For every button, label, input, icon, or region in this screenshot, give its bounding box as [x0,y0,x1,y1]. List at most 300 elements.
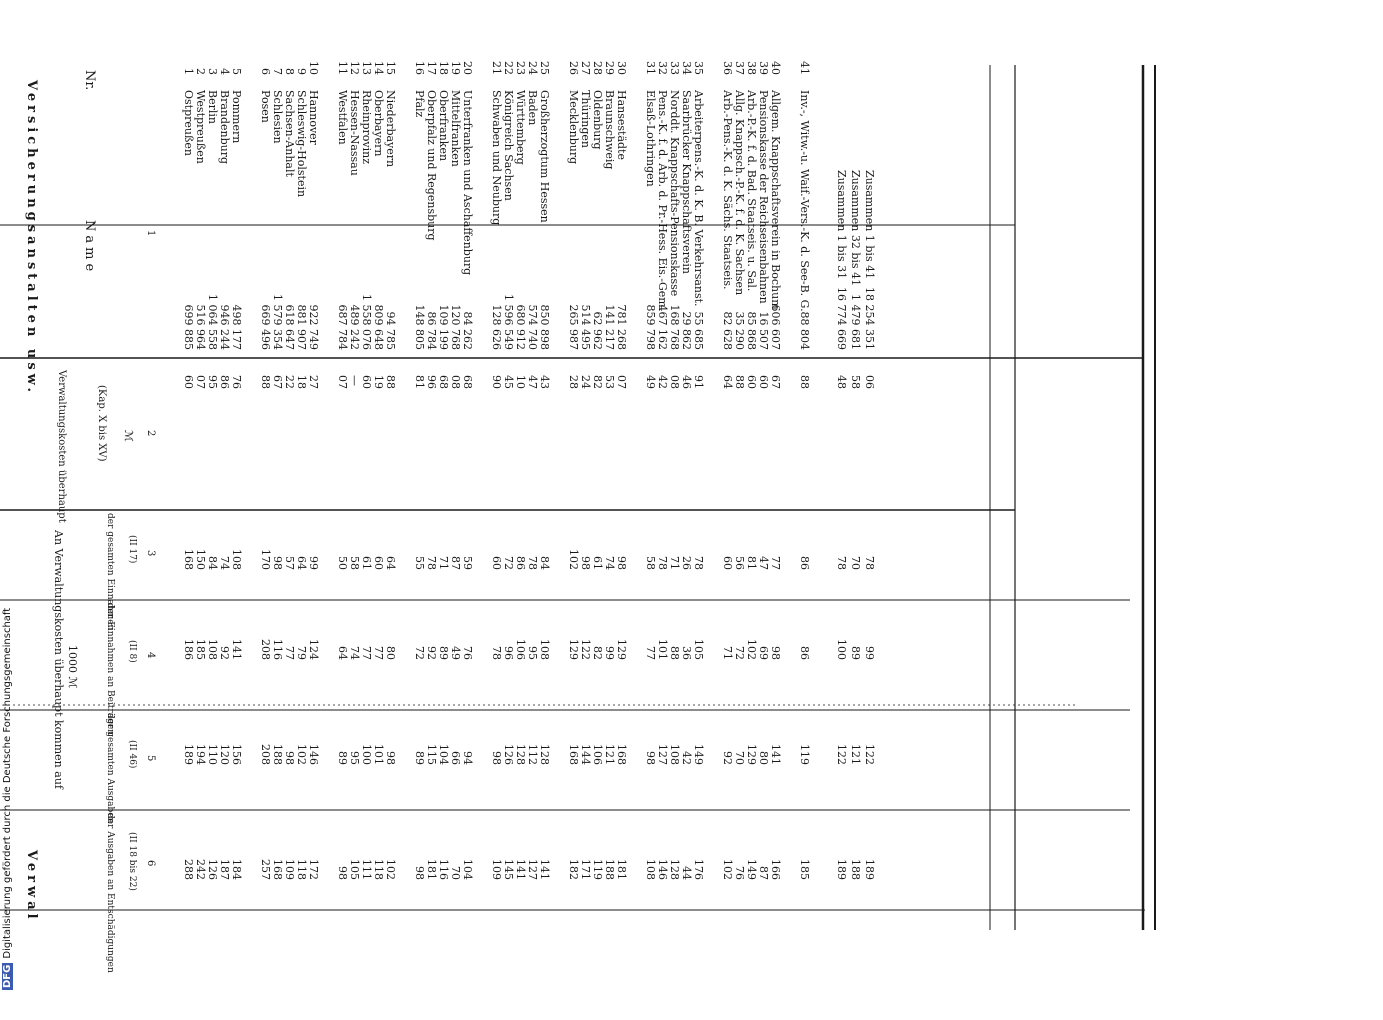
row-rate-total-expenses: 115 [425,744,438,765]
row-rate-total-income: 78 [425,556,438,570]
row-rate-contributions: 92 [425,646,438,660]
row-rate-compensation: 185 [798,859,811,880]
row-rate-contributions: 69 [757,646,770,660]
row-rate-compensation: 184 [230,859,243,880]
row-admin-costs-pfennig: 58 [849,375,862,389]
row-name: Arb.-P.-K. f. d. Bad. Staatseis. u. Sal. [745,90,758,292]
column-header-admin-costs-unit: ℳ [122,430,135,442]
row-admin-costs-pfennig: 91 [692,375,705,389]
row-admin-costs: 16 507 [757,311,770,350]
row-admin-costs-pfennig: 68 [461,375,474,389]
row-admin-costs: 922 749 [307,304,320,350]
row-rate-total-income: 150 [194,549,207,570]
row-name: Zusammen 1 bis 31 [835,170,848,280]
row-admin-costs: 1 596 549 [502,294,515,350]
row-number: 10 [307,61,320,75]
row-rate-compensation: 288 [182,859,195,880]
row-admin-costs: 680 912 [514,304,527,350]
row-admin-costs-pfennig: 49 [644,375,657,389]
row-rate-compensation: 146 [656,859,669,880]
row-name: Pensionskasse der Reichseisenbahnen [757,90,770,304]
row-number: 6 [259,68,272,75]
row-number: 34 [680,61,693,75]
row-rate-contributions: 98 [769,646,782,660]
row-rate-contributions: 82 [591,646,604,660]
row-number: 19 [449,61,462,75]
row-name: Unterfranken und Aschaffenburg [461,90,474,276]
row-rate-total-income: 170 [259,549,272,570]
row-rate-total-income: 61 [591,556,604,570]
row-admin-costs-pfennig: 07 [615,375,628,389]
row-admin-costs: 55 685 [692,311,705,350]
row-admin-costs: 168 768 [668,304,681,350]
row-admin-costs-pfennig: 88 [259,375,272,389]
row-rate-contributions: 89 [849,646,862,660]
row-rate-total-expenses: 89 [413,751,426,765]
row-admin-costs-pfennig: 07 [336,375,349,389]
row-rate-contributions: 71 [721,646,734,660]
row-rate-contributions: 74 [348,646,361,660]
row-rate-compensation: 87 [757,866,770,880]
row-admin-costs-pfennig: 95 [206,375,219,389]
row-number: 11 [336,61,349,75]
row-name: Schlesien [271,90,284,144]
row-admin-costs-pfennig: 27 [307,375,320,389]
row-rate-total-expenses: 127 [656,744,669,765]
row-name: Niederbayern [384,90,397,168]
row-number: 32 [656,61,669,75]
row-rate-total-income: 78 [526,556,539,570]
row-admin-costs-pfennig: 10 [514,375,527,389]
column-number-4: 4 [145,652,156,659]
row-rate-compensation: 188 [603,859,616,880]
row-number: 17 [425,61,438,75]
row-name: Arb.-Pens.-K. d. K. Sächs. Staatseis. [721,90,734,290]
row-name: Mecklenburg [567,90,580,165]
row-admin-costs: 148 805 [413,304,426,350]
row-rate-contributions: 95 [526,646,539,660]
row-name: Thüringen [579,90,592,149]
row-admin-costs: 687 784 [336,304,349,350]
row-rate-total-expenses: 168 [567,744,580,765]
row-number: 39 [757,61,770,75]
row-rate-total-income: 64 [295,556,308,570]
group-header-rates: An Verwaltungskosten überhaupt kommen auf [52,530,65,789]
row-rate-compensation: 118 [372,859,385,880]
row-rate-contributions: 88 [668,646,681,660]
row-rate-contributions: 76 [461,646,474,660]
row-rate-contributions: 78 [490,646,503,660]
row-admin-costs-pfennig: 18 [295,375,308,389]
row-admin-costs: 128 626 [490,304,503,350]
row-name: Oldenburg [591,90,604,150]
row-name: Schwaben und Neuburg [490,90,503,226]
row-rate-compensation: 141 [514,859,527,880]
row-rate-total-expenses: 70 [733,751,746,765]
row-number: 41 [798,61,811,75]
row-admin-costs-pfennig: 43 [538,375,551,389]
row-rate-total-income: 86 [798,556,811,570]
row-admin-costs: 82 628 [721,311,734,350]
row-rate-contributions: 124 [307,639,320,660]
row-rate-contributions: 185 [194,639,207,660]
row-admin-costs-pfennig: 64 [721,375,734,389]
row-rate-total-expenses: 101 [372,744,385,765]
row-admin-costs-pfennig: 60 [360,375,373,389]
row-rate-contributions: 106 [514,639,527,660]
row-admin-costs-pfennig: 88 [384,375,397,389]
row-rate-total-income: 108 [230,549,243,570]
row-number: 18 [437,61,450,75]
row-rate-total-expenses: 110 [206,744,219,765]
row-number: 15 [384,61,397,75]
row-admin-costs: 94 785 [384,311,397,350]
row-rate-total-expenses: 119 [798,744,811,765]
row-rate-total-expenses: 188 [271,744,284,765]
row-rate-total-income: 60 [721,556,734,570]
row-admin-costs-pfennig: 90 [490,375,503,389]
row-name: Pfalz [413,90,426,118]
row-name: Arbeiterpens.-K. d. K. B. Verkehrsanst. [692,90,705,307]
row-admin-costs: 16 774 669 [835,287,848,350]
row-admin-costs: 265 987 [567,304,580,350]
row-rate-compensation: 189 [835,859,848,880]
row-rate-contributions: 102 [745,639,758,660]
row-rate-contributions: 108 [538,639,551,660]
row-rate-compensation: 188 [849,859,862,880]
column-header-total-expenses: der gesamten Ausgaben [105,713,115,824]
row-admin-costs-pfennig: 82 [591,375,604,389]
row-rate-total-income: 47 [757,556,770,570]
row-number: 7 [271,68,284,75]
row-rate-compensation: 102 [384,859,397,880]
row-name: Sachsen-Anhalt [283,90,296,177]
row-rate-compensation: 108 [644,859,657,880]
row-rate-compensation: 166 [769,859,782,880]
row-admin-costs: 35 290 [733,311,746,350]
row-name: Großherzogtum Hessen [538,90,551,223]
row-name: Hansestädte [615,90,628,160]
row-rate-total-expenses: 168 [615,744,628,765]
column-header-nr: Nr. [82,70,97,91]
row-admin-costs-pfennig: 53 [603,375,616,389]
row-number: 33 [668,61,681,75]
row-admin-costs-pfennig: 86 [218,375,231,389]
row-rate-contributions: 72 [413,646,426,660]
row-rate-total-expenses: 94 [461,751,474,765]
row-admin-costs: 141 217 [603,304,616,350]
row-admin-costs-pfennig: 28 [567,375,580,389]
row-rate-compensation: 145 [502,859,515,880]
row-name: Oberpfalz und Regensburg [425,90,438,241]
row-rate-contributions: 77 [283,646,296,660]
row-number: 12 [348,61,361,75]
row-rate-contributions: 79 [295,646,308,660]
row-name: Norddt. Knappschafts-Pensionskasse [668,90,681,297]
row-rate-total-expenses: 108 [668,744,681,765]
row-rate-contributions: 77 [372,646,385,660]
row-name: Posen [259,90,272,123]
row-rate-contributions: 77 [644,646,657,660]
row-admin-costs: 669 496 [259,304,272,350]
row-number: 14 [372,61,385,75]
row-rate-contributions: 116 [271,639,284,660]
row-rate-total-income: 71 [668,556,681,570]
row-rate-total-income: 59 [461,556,474,570]
row-name: Berlin [206,90,219,124]
row-name: Ostpreußen [182,90,195,156]
row-rate-total-income: 74 [218,556,231,570]
row-rate-total-expenses: 98 [283,751,296,765]
row-name: Brandenburg [218,90,231,165]
row-rate-compensation: 149 [745,859,758,880]
row-rate-compensation: 189 [863,859,876,880]
row-rate-total-expenses: 122 [863,744,876,765]
row-admin-costs-pfennig: 08 [449,375,462,389]
row-number: 35 [692,61,705,75]
row-rate-total-income: 71 [437,556,450,570]
row-admin-costs: 1 479 681 [849,294,862,350]
row-number: 36 [721,61,734,75]
row-rate-total-income: 81 [745,556,758,570]
row-rate-total-expenses: 80 [757,751,770,765]
row-rate-contributions: 208 [259,639,272,660]
row-rate-total-income: 99 [307,556,320,570]
row-admin-costs-pfennig: 67 [271,375,284,389]
row-rate-total-income: 78 [656,556,669,570]
row-admin-costs-pfennig: 08 [668,375,681,389]
row-rate-contributions: 49 [449,646,462,660]
row-rate-total-expenses: 89 [336,751,349,765]
row-rate-total-expenses: 121 [849,744,862,765]
row-rate-compensation: 44 [680,866,693,880]
row-rate-contributions: 105 [692,639,705,660]
row-rate-total-income: 84 [206,556,219,570]
row-name: Oberfranken [437,90,450,162]
row-rate-total-expenses: 100 [360,744,373,765]
row-rate-contributions: 100 [835,639,848,660]
digitization-note [2,608,13,990]
row-name: Rheinprovinz [360,90,373,165]
row-rate-total-expenses: 92 [721,751,734,765]
row-rate-total-expenses: 128 [514,744,527,765]
row-name: Braunschweig [603,90,616,170]
row-name: Inv.-, Witw.-u. Waif.-Vers.-K. d. See-B. G. [798,90,811,312]
row-rate-total-expenses: 208 [259,744,272,765]
row-rate-compensation: 98 [413,866,426,880]
row-number: 23 [514,61,527,75]
row-rate-total-expenses: 98 [644,751,657,765]
table-rules [0,65,1155,930]
row-name: Württemberg [514,90,527,165]
group-header-left: Versicherungsanstalten usw. [24,80,39,397]
column-header-compensation: der Ausgaben an Entschädigungen [105,813,115,973]
row-rate-total-expenses: 121 [603,744,616,765]
group-header-right: Verwal [24,850,39,923]
row-admin-costs-pfennig: 60 [182,375,195,389]
row-rate-total-income: 61 [360,556,373,570]
row-rate-total-income: 98 [271,556,284,570]
row-rate-total-income: 64 [384,556,397,570]
row-number: 40 [769,61,782,75]
row-name: Pommern [230,90,243,144]
digitization-note-text: Digitalisierung gefördert durch die Deutsche Forschungsgemeinschaft [2,607,13,959]
row-rate-total-income: 56 [733,556,746,570]
row-rate-compensation: 182 [567,859,580,880]
row-rate-total-income: 58 [348,556,361,570]
row-admin-costs: 120 768 [449,304,462,350]
row-admin-costs: 946 244 [218,304,231,350]
row-admin-costs-pfennig: 60 [745,375,758,389]
row-admin-costs-pfennig: 42 [656,375,669,389]
row-rate-compensation: 172 [307,859,320,880]
row-rate-compensation: 181 [425,859,438,880]
row-number: 4 [218,68,231,75]
column-header-contributions-sub: (II 8) [127,640,137,663]
row-name: Westpreußen [194,90,207,164]
row-admin-costs: 467 162 [656,304,669,350]
row-rate-contributions: 101 [656,639,669,660]
row-admin-costs: 859 798 [644,304,657,350]
row-number: 28 [591,61,604,75]
row-rate-compensation: 187 [218,859,231,880]
row-rate-total-expenses: 95 [348,751,361,765]
row-admin-costs: 498 177 [230,304,243,350]
row-rate-compensation: 70 [449,866,462,880]
row-admin-costs-pfennig: 96 [425,375,438,389]
row-admin-costs-pfennig: 07 [194,375,207,389]
row-admin-costs-pfennig: 88 [798,375,811,389]
row-rate-total-expenses: 146 [307,744,320,765]
row-admin-costs: 1 064 558 [206,294,219,350]
row-number: 20 [461,61,474,75]
row-admin-costs: 618 647 [283,304,296,350]
row-rate-contributions: 77 [360,646,373,660]
row-rate-contributions: 92 [218,646,231,660]
row-admin-costs-pfennig: 68 [437,375,450,389]
row-rate-total-income: 168 [182,549,195,570]
row-admin-costs: 109 199 [437,304,450,350]
row-admin-costs: 84 262 [461,311,474,350]
row-rate-total-income: 78 [863,556,876,570]
row-admin-costs: 18 254 351 [863,287,876,350]
row-rate-total-income: 70 [849,556,862,570]
column-number-2: 2 [145,430,156,437]
row-rate-compensation: 176 [692,859,705,880]
row-admin-costs-pfennig: 45 [502,375,515,389]
column-number-3: 3 [145,550,156,557]
row-rate-compensation: 102 [721,859,734,880]
row-rate-total-income: 55 [413,556,426,570]
row-rate-total-income: 58 [644,556,657,570]
row-rate-total-income: 60 [490,556,503,570]
row-rate-compensation: 109 [283,859,296,880]
row-number: 30 [615,61,628,75]
row-rate-compensation: 109 [490,859,503,880]
row-name: Baden [526,90,539,126]
row-name: Zusammen 32 bis 41 [849,170,862,287]
row-rate-total-expenses: 194 [194,744,207,765]
row-admin-costs: 699 885 [182,304,195,350]
row-rate-compensation: 116 [437,859,450,880]
row-rate-compensation: 98 [336,866,349,880]
row-rate-total-expenses: 144 [579,744,592,765]
row-rate-total-expenses: 129 [745,744,758,765]
row-rate-contributions: 129 [615,639,628,660]
row-admin-costs: 514 495 [579,304,592,350]
row-number: 27 [579,61,592,75]
column-header-admin-costs: Verwaltungskosten überhaupt [56,370,67,523]
row-admin-costs: 850 898 [538,304,551,350]
row-number: 25 [538,61,551,75]
row-number: 21 [490,61,503,75]
row-rate-total-income: 78 [692,556,705,570]
row-rate-contributions: 108 [206,639,219,660]
column-number-5: 5 [145,755,156,762]
row-rate-contributions: 186 [182,639,195,660]
row-rate-total-expenses: 189 [182,744,195,765]
row-number: 38 [745,61,758,75]
row-number: 9 [295,68,308,75]
row-admin-costs-pfennig: 46 [680,375,693,389]
row-number: 31 [644,61,657,75]
row-rate-total-income: 57 [283,556,296,570]
row-name: Allgem. Knappschaftsverein in Bochum [769,90,782,310]
row-admin-costs: 88 804 [798,311,811,350]
row-rate-contributions: 36 [680,646,693,660]
column-number-1: 1 [145,230,156,237]
row-rate-contributions: 64 [336,646,349,660]
row-rate-total-expenses: 112 [526,744,539,765]
row-admin-costs-pfennig: — [348,375,361,386]
row-name: Königreich Sachsen [502,90,515,201]
row-rate-contributions: 72 [733,646,746,660]
row-number: 2 [194,68,207,75]
row-rate-total-income: 72 [502,556,515,570]
row-number: 16 [413,61,426,75]
row-rate-contributions: 80 [384,646,397,660]
row-rate-total-expenses: 122 [835,744,848,765]
row-rate-compensation: 105 [348,859,361,880]
row-number: 1 [182,68,195,75]
row-admin-costs: 606 607 [769,304,782,350]
row-number: 37 [733,61,746,75]
row-name: Zusammen 1 bis 41 [863,170,876,280]
row-admin-costs-pfennig: 22 [283,375,296,389]
row-rate-total-expenses: 66 [449,751,462,765]
row-number: 3 [206,68,219,75]
row-admin-costs: 489 242 [348,304,361,350]
row-rate-total-expenses: 102 [295,744,308,765]
column-header-total-income: der gesamten Einnahmen [105,513,115,631]
row-admin-costs-pfennig: 47 [526,375,539,389]
row-rate-contributions: 89 [437,646,450,660]
row-name: Pens.-K. f. d. Arb. d. Pr.-Hess. Eis.-Gem. [656,90,669,312]
row-rate-compensation: 168 [271,859,284,880]
group-header-rates-unit: 1000 ℳ [66,645,79,689]
row-admin-costs-pfennig: 67 [769,375,782,389]
row-name: Hannover [307,90,320,145]
row-rate-total-income: 87 [449,556,462,570]
row-rate-contributions: 96 [502,646,515,660]
row-admin-costs: 29 862 [680,311,693,350]
row-rate-total-income: 98 [615,556,628,570]
row-rate-total-expenses: 128 [538,744,551,765]
row-admin-costs: 574 740 [526,304,539,350]
row-rate-total-income: 102 [567,549,580,570]
row-name: Elsaß-Lothringen [644,90,657,187]
row-rate-compensation: 257 [259,859,272,880]
